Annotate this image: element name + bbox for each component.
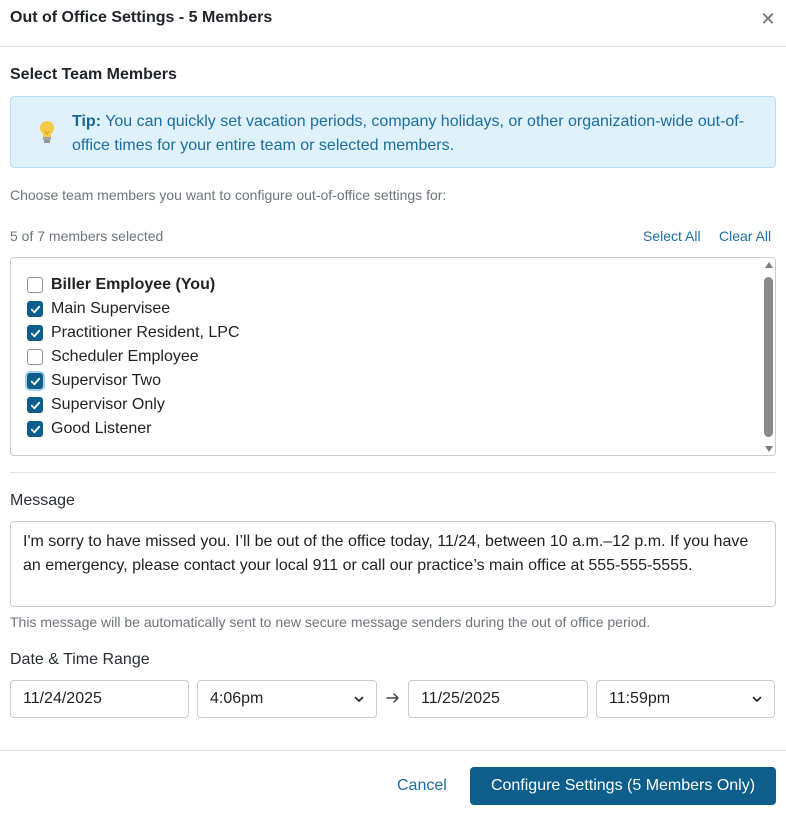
checkmark-icon	[30, 376, 41, 387]
chevron-down-icon	[752, 694, 762, 704]
member-checkbox[interactable]	[27, 421, 43, 437]
start-time-value: 4:06pm	[210, 690, 264, 707]
members-list[interactable]	[10, 257, 776, 456]
select-team-members-heading: Select Team Members	[10, 66, 177, 83]
member-supervisor-two[interactable]	[27, 370, 161, 392]
end-date-input[interactable]	[408, 680, 588, 718]
modal-header	[0, 0, 786, 47]
start-time-select[interactable]	[197, 680, 377, 718]
end-date-value: 11/25/2025	[421, 690, 500, 707]
footer-divider	[0, 750, 786, 751]
selected-count: 5 of 7 members selected	[10, 228, 164, 244]
member-label: Scheduler Employee	[51, 348, 199, 365]
member-biller-employee[interactable]	[27, 274, 215, 296]
end-time-select[interactable]	[596, 680, 775, 718]
checkmark-icon	[30, 304, 41, 315]
member-good-listener[interactable]	[27, 418, 152, 440]
message-note: This message will be automatically sent to new secure message senders during the out of office period.	[10, 614, 651, 630]
tip-body: You can quickly set vacation periods, company holidays, or other organization-wide out-of-office times for your entire team or selected members.	[72, 113, 745, 154]
member-main-supervisee[interactable]	[27, 298, 170, 320]
member-label: Main Supervisee	[51, 300, 171, 317]
configure-settings-button[interactable]: Configure Settings (5 Members Only)	[470, 767, 776, 805]
section-divider	[10, 472, 776, 473]
clear-all-link[interactable]: Clear All	[719, 228, 772, 244]
start-date-value: 11/24/2025	[23, 690, 102, 707]
tip-banner	[10, 96, 776, 168]
arrow-right-icon	[385, 690, 401, 706]
member-checkbox[interactable]	[27, 397, 43, 413]
lightbulb-icon	[37, 119, 57, 147]
members-scrollbar[interactable]	[762, 259, 776, 456]
member-checkbox[interactable]	[27, 301, 43, 317]
scroll-up-arrow-icon[interactable]	[765, 262, 773, 268]
scroll-thumb[interactable]	[764, 277, 773, 437]
start-date-input[interactable]	[10, 680, 189, 718]
close-icon[interactable]: ✕	[760, 9, 776, 29]
checkmark-icon	[30, 328, 41, 339]
modal-title: Out of Office Settings - 5 Members	[10, 9, 273, 26]
member-label: Practitioner Resident, LPC	[51, 324, 240, 341]
date-time-range-label: Date & Time Range	[10, 651, 150, 668]
member-checkbox[interactable]	[27, 349, 43, 365]
members-hint: Choose team members you want to configure out-of-office settings for:	[10, 187, 447, 203]
member-supervisor-only[interactable]	[27, 394, 165, 416]
tip-text	[72, 110, 762, 158]
chevron-down-icon	[354, 694, 364, 704]
member-label: Supervisor Two	[51, 372, 161, 389]
select-all-link[interactable]: Select All	[643, 228, 701, 244]
member-checkbox[interactable]	[27, 325, 43, 341]
member-checkbox[interactable]	[27, 373, 43, 389]
member-scheduler-employee[interactable]	[27, 346, 199, 368]
cancel-button[interactable]: Cancel	[397, 777, 447, 794]
member-checkbox[interactable]	[27, 277, 43, 293]
checkmark-icon	[30, 400, 41, 411]
member-practitioner-resident[interactable]	[27, 322, 240, 344]
scroll-down-arrow-icon[interactable]	[765, 446, 773, 452]
tip-label: Tip:	[72, 113, 102, 130]
member-label: Good Listener	[51, 420, 152, 437]
member-label: Biller Employee (You)	[51, 276, 216, 293]
member-label: Supervisor Only	[51, 396, 165, 413]
message-textarea[interactable]: I'm sorry to have missed you. I’ll be out of the office today, 11/24, between 10 a.m.–12 p.m. If you have an emergency, please contact your local 911 or call our practice’s main office at 555-555-5555.	[10, 521, 776, 607]
end-time-value: 11:59pm	[609, 690, 671, 707]
checkmark-icon	[30, 424, 41, 435]
message-label: Message	[10, 492, 75, 509]
